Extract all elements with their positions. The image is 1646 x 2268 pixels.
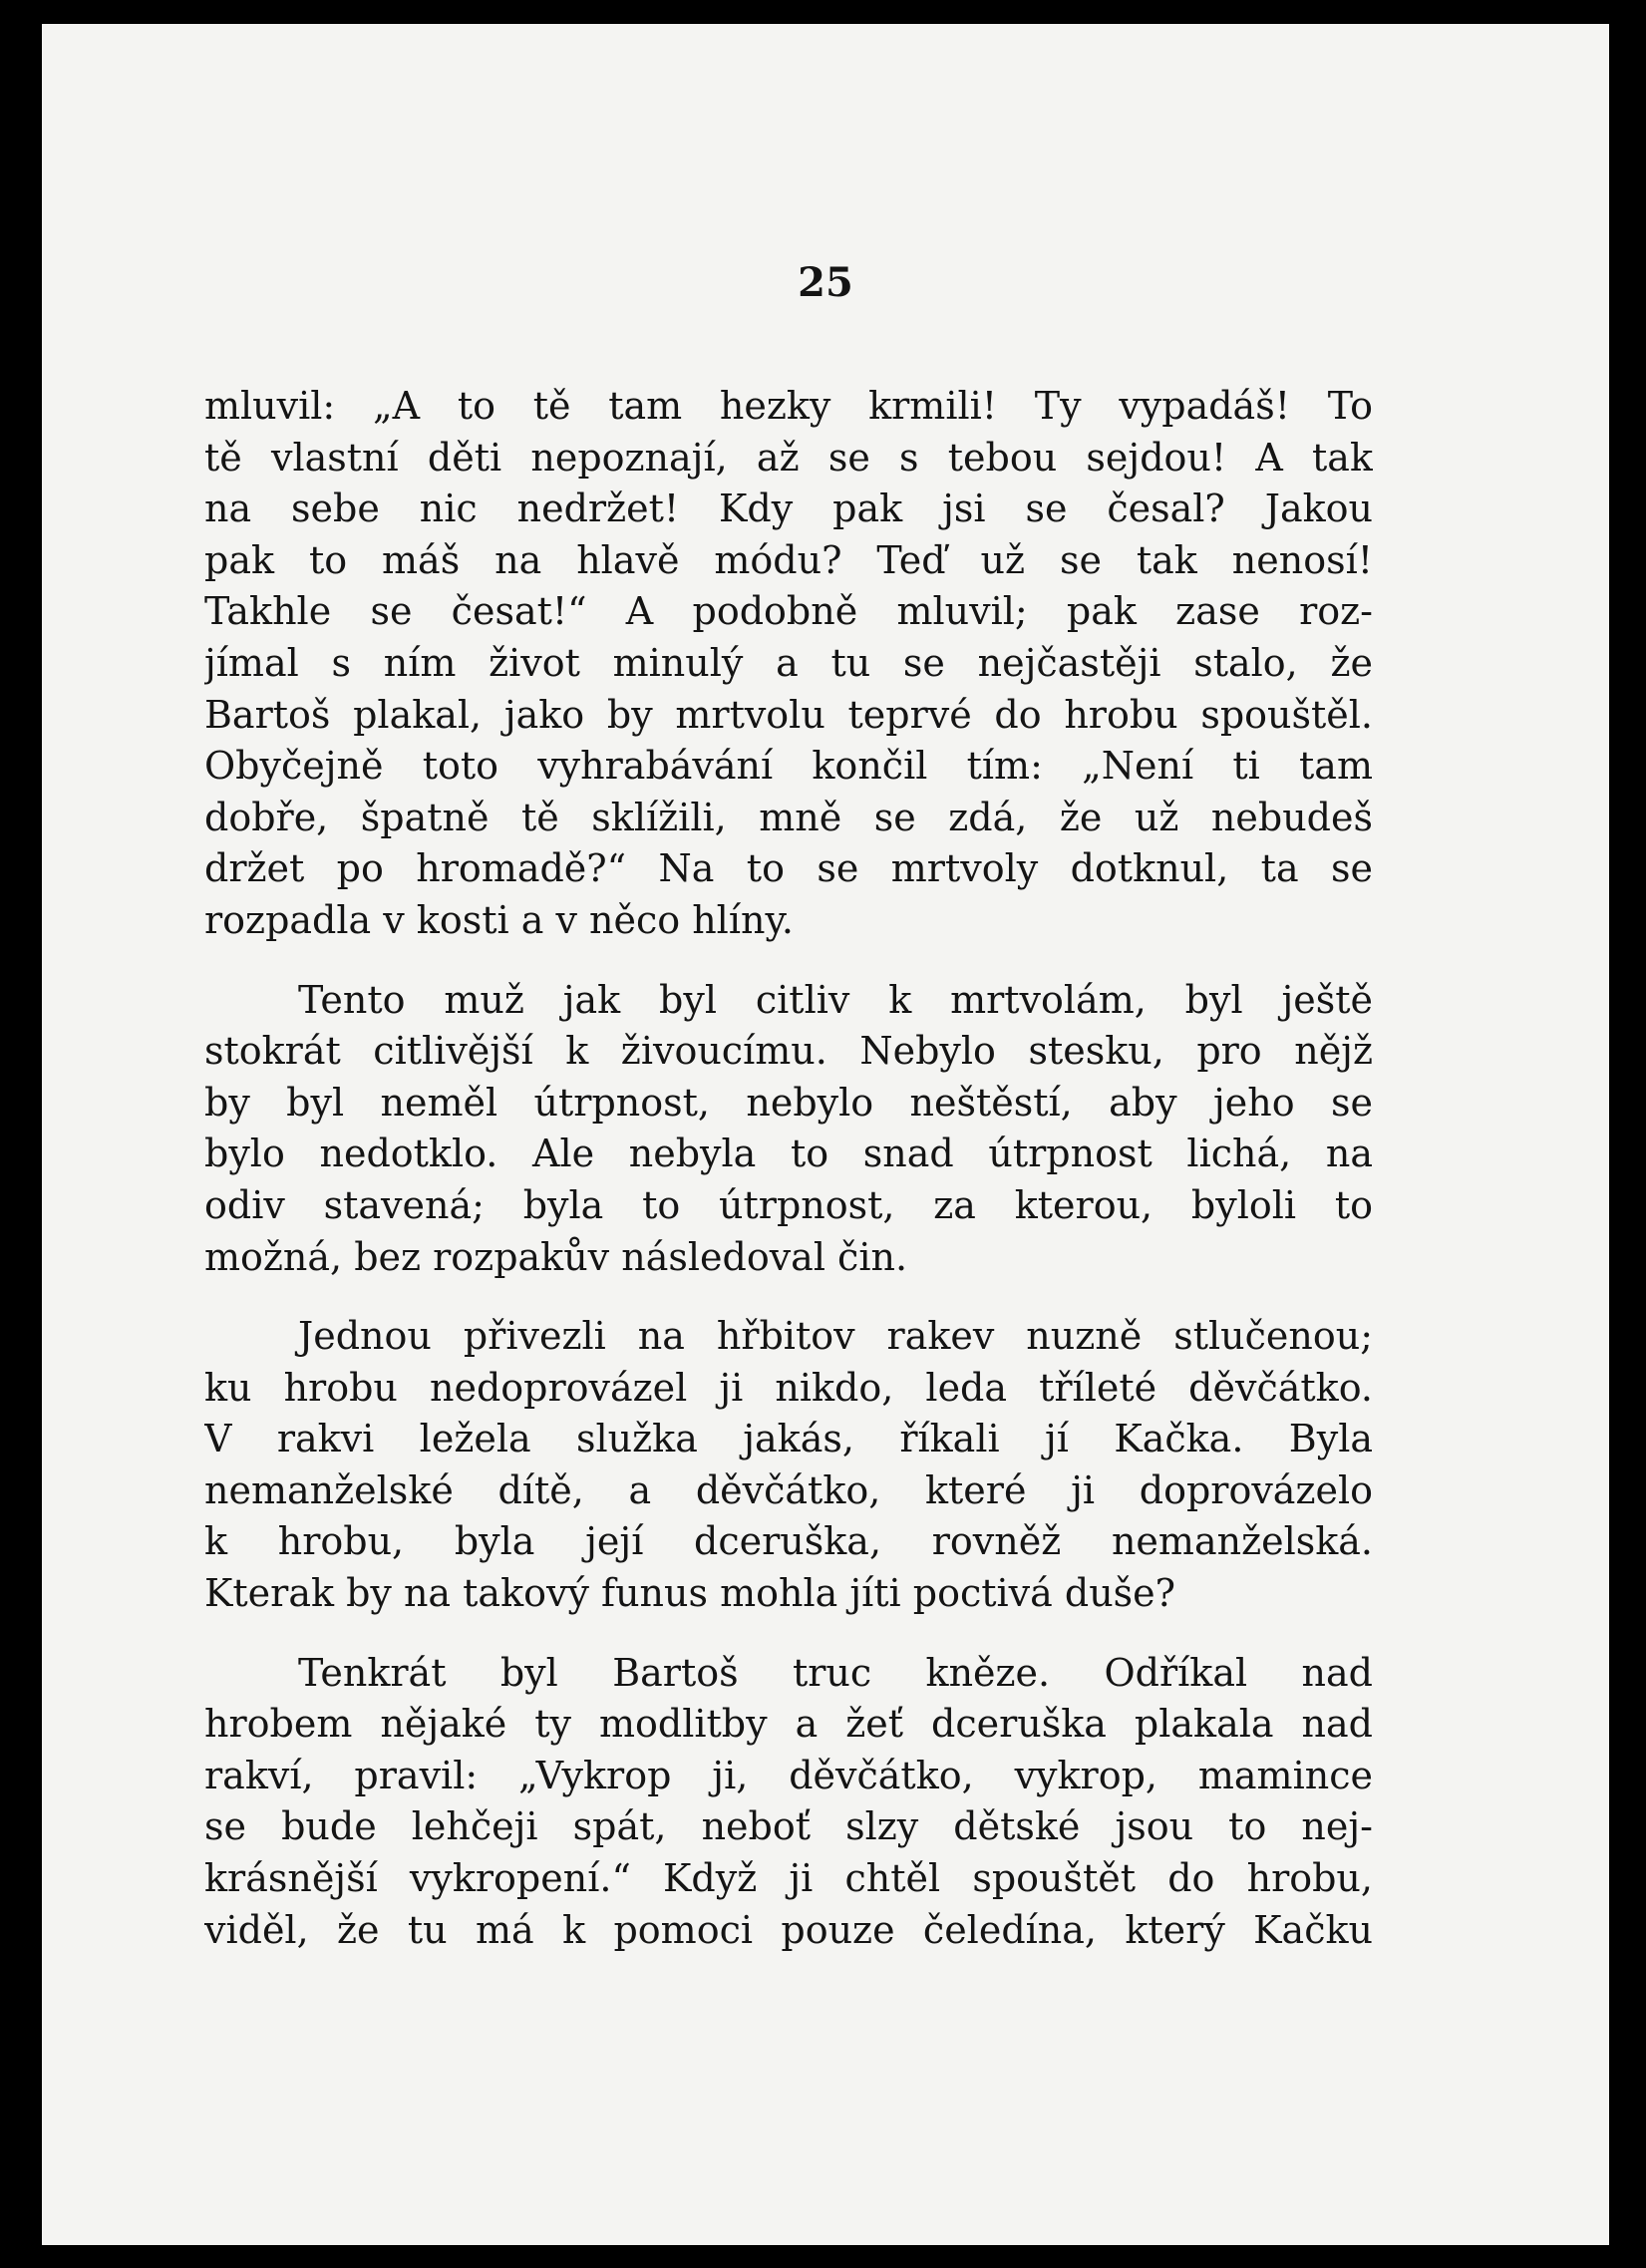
text-line: držet po hromadě?“ Na to se mrtvoly dotknul, ta se <box>204 846 1373 891</box>
text-line: Takhle se česat!“ A podobně mluvil; pak zase roz- <box>204 589 1373 634</box>
text-line: k hrobu, byla její dceruška, rovněž nemanželská. <box>204 1519 1373 1564</box>
text-line: Jednou přivezli na hřbitov rakev nuzně stlučenou; <box>298 1314 1373 1359</box>
text-line: nemanželské dítě, a děvčátko, které ji doprovázelo <box>204 1467 1373 1512</box>
paragraph-3 <box>204 1311 1373 1620</box>
text-line: jímal s ním život minulý a tu se nejčastěji stalo, že <box>204 640 1373 685</box>
text-line: mluvil: „A to tě tam hezky krmili! Ty vypadáš! To <box>204 384 1373 428</box>
text-line: rozpadla v kosti a v něco hlíny. <box>204 897 794 942</box>
text-line: Tenkrát byl Bartoš truc kněze. Odříkal nad <box>298 1650 1373 1695</box>
text-line: tě vlastní děti nepoznají, až se s tebou sejdou! A tak <box>204 435 1373 480</box>
paragraph-1 <box>204 381 1373 947</box>
text-line: dobře, špatně tě sklížili, mně se zdá, že už nebudeš <box>204 795 1373 839</box>
text-line: Tento muž jak byl citliv k mrtvolám, byl ještě <box>298 977 1373 1022</box>
text-line: Obyčejně toto vyhrabávání končil tím: „Není ti tam <box>204 744 1373 789</box>
text-line: krásnější vykropení.“ Když ji chtěl spouštět do hrobu, <box>204 1856 1373 1901</box>
book-page <box>42 24 1609 2245</box>
text-line: možná, bez rozpakův následoval čin. <box>204 1234 908 1279</box>
text-line: odiv stavená; byla to útrpnost, za kterou, byloli to <box>204 1182 1373 1227</box>
text-line: se bude lehčeji spát, neboť slzy dětské jsou to nej- <box>204 1804 1373 1849</box>
text-line: pak to máš na hlavě módu? Teď už se tak nenosí! <box>204 537 1373 582</box>
text-line: by byl neměl útrpnost, nebylo neštěstí, aby jeho se <box>204 1080 1373 1125</box>
paragraph-4 <box>204 1648 1373 1957</box>
paragraph-2 <box>204 975 1373 1284</box>
text-line: Kterak by na takový funus mohla jíti poctivá duše? <box>204 1571 1176 1616</box>
page-number: 25 <box>798 259 853 306</box>
text-line: stokrát citlivější k živoucímu. Nebylo stesku, pro nějž <box>204 1029 1373 1074</box>
text-line: Bartoš plakal, jako by mrtvolu teprvé do hrobu spouštěl. <box>204 692 1373 737</box>
text-line: V rakvi ležela služka jakás, říkali jí Kačka. Byla <box>204 1417 1373 1461</box>
body-text <box>204 381 1373 1956</box>
text-line: ku hrobu nedoprovázel ji nikdo, leda tříleté děvčátko. <box>204 1365 1373 1410</box>
text-line: bylo nedotklo. Ale nebyla to snad útrpnost lichá, na <box>204 1132 1373 1176</box>
text-line: na sebe nic nedržet! Kdy pak jsi se česal? Jakou <box>204 486 1373 531</box>
text-line: hrobem nějaké ty modlitby a žeť dceruška plakala nad <box>204 1702 1373 1747</box>
text-line: viděl, že tu má k pomoci pouze čeledína, který Kačku <box>204 1907 1373 1952</box>
text-line: rakví, pravil: „Vykrop ji, děvčátko, vykrop, mamince <box>204 1753 1373 1797</box>
